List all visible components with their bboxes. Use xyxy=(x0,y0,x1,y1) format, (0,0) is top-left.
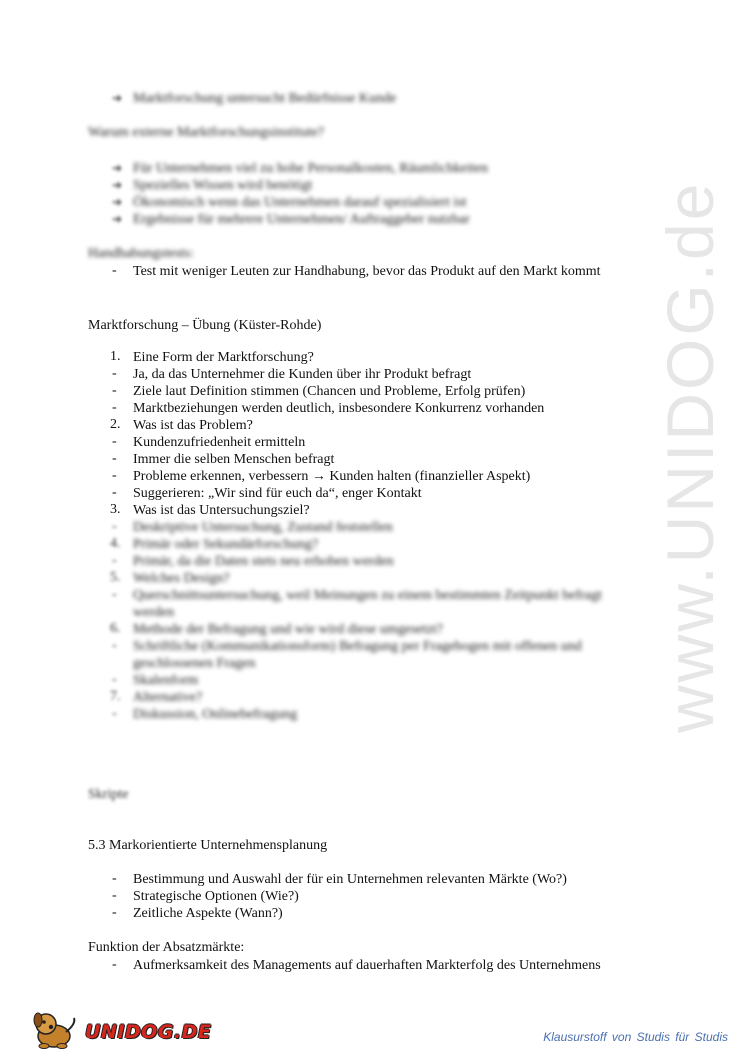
list-item-blurred: werden xyxy=(133,605,175,620)
dash-marker: - xyxy=(112,485,117,500)
list-item-blurred: Deskriptive Untersuchung, Zustand feststellen xyxy=(133,520,393,535)
list-item: Immer die selben Menschen befragt xyxy=(133,452,335,467)
list-item: Ja, da das Unternehmer die Kunden über ihr Produkt befragt xyxy=(133,367,472,382)
list-item: Ziele laut Definition stimmen (Chancen und Probleme, Erfolg prüfen) xyxy=(133,384,526,399)
dash-marker: - xyxy=(112,519,117,534)
number-marker: 7. xyxy=(110,689,121,704)
list-item-blurred: Querschnittsuntersuchung, weil Meinungen zu einem bestimmten Zeitpunkt befragt xyxy=(133,588,602,603)
list-item-blurred: Primär oder Sekundärforschung? xyxy=(133,537,319,552)
list-item-blurred: geschlossenen Fragen xyxy=(133,656,256,671)
skripte-heading: Skripte xyxy=(88,787,129,802)
dash-marker: - xyxy=(112,468,117,483)
list-item: Test mit weniger Leuten zur Handhabung, bevor das Produkt auf den Markt kommt xyxy=(133,264,601,279)
arrow-bullet-icon: ➔ xyxy=(112,91,123,105)
watermark: www.UNIDOG.de xyxy=(653,180,727,733)
unidog-logo[interactable] xyxy=(30,1010,212,1050)
number-marker: 3. xyxy=(110,502,121,517)
list-item: Strategische Optionen (Wie?) xyxy=(133,889,299,904)
number-marker: 2. xyxy=(110,417,121,432)
list-item: Bestimmung und Auswahl der für ein Unternehmen relevanten Märkte (Wo?) xyxy=(133,872,567,887)
footer-slogan: Klausurstoff von Studis für Studis xyxy=(543,1030,728,1044)
list-item-blurred: Methode der Befragung und wie wird diese umgesetzt? xyxy=(133,622,443,637)
number-marker: 5. xyxy=(110,570,121,585)
list-item: Eine Form der Marktforschung? xyxy=(133,350,314,365)
number-marker: 4. xyxy=(110,536,121,551)
arrow-bullet-icon: ➔ xyxy=(112,161,123,175)
bullet-text: Für Unternehmen viel zu hohe Personalkosten, Räumlichkeiten xyxy=(133,161,488,176)
arrow-bullet-icon: ➔ xyxy=(112,178,123,192)
list-item: Was ist das Problem? xyxy=(133,418,253,433)
section-heading: Handhabungstests: xyxy=(88,246,194,261)
bullet-text: Ökonomisch wenn das Unternehmen darauf spezialisiert ist xyxy=(133,195,467,210)
dash-marker: - xyxy=(112,383,117,398)
bullet-text: Marktforschung untersucht Bedürfnisse Kunde xyxy=(133,91,397,106)
list-item: Marktbeziehungen werden deutlich, insbesondere Konkurrenz vorhanden xyxy=(133,401,545,416)
arrow-bullet-icon: ➔ xyxy=(112,195,123,209)
list-item-blurred: Schriftliche (Kommunikationsform) Befragung per Fragebogen mit offenen und xyxy=(133,639,582,654)
dash-marker: - xyxy=(112,871,117,886)
arrow-bullet-icon: ➔ xyxy=(112,212,123,226)
list-item: Aufmerksamkeit des Managements auf dauerhaften Markterfolg des Unternehmens xyxy=(133,958,601,973)
dash-marker: - xyxy=(112,638,117,653)
section-heading: Warum externe Marktforschungsinstitute? xyxy=(88,125,325,140)
dash-marker: - xyxy=(112,434,117,449)
list-item-blurred: Diskussion, Onlinebefragung xyxy=(133,707,298,722)
dash-marker: - xyxy=(112,706,117,721)
dash-marker: - xyxy=(112,400,117,415)
dash-marker: - xyxy=(112,888,117,903)
list-item-blurred: Primär, da die Daten stets neu erhoben werden xyxy=(133,554,394,569)
number-marker: 1. xyxy=(110,349,121,364)
list-item: Was ist das Untersuchungsziel? xyxy=(133,503,310,518)
dash-marker: - xyxy=(112,366,117,381)
dog-mascot-icon xyxy=(30,1010,82,1050)
list-item: Probleme erkennen, verbessern → Kunden halten (finanzieller Aspekt) xyxy=(133,469,531,484)
dash-marker: - xyxy=(112,957,117,972)
list-item: Kundenzufriedenheit ermitteln xyxy=(133,435,306,450)
dash-marker: - xyxy=(112,672,117,687)
list-item-blurred: Alternative? xyxy=(133,690,203,705)
list-item-blurred: Welches Design? xyxy=(133,571,230,586)
number-marker: 6. xyxy=(110,621,121,636)
section-title: 5.3 Markorientierte Unternehmensplanung xyxy=(88,838,328,853)
list-item-blurred: Skalenform xyxy=(133,673,199,688)
list-item: Zeitliche Aspekte (Wann?) xyxy=(133,906,283,921)
dash-marker: - xyxy=(112,553,117,568)
dash-marker: - xyxy=(112,587,117,602)
section-title: Funktion der Absatzmärkte: xyxy=(88,940,245,955)
bullet-text: Spezielles Wissen wird benötigt xyxy=(133,178,313,193)
bullet-text: Ergebnisse für mehrere Unternehmen/ Auftraggeber nutzbar xyxy=(133,212,470,227)
dash-marker: - xyxy=(112,905,117,920)
dash-marker: - xyxy=(112,263,117,278)
list-item: Suggerieren: „Wir sind für euch da“, enger Kontakt xyxy=(133,486,422,501)
logo-text: UNIDOG.DE xyxy=(85,1021,212,1043)
section-title: Marktforschung – Übung (Küster-Rohde) xyxy=(88,318,322,333)
dash-marker: - xyxy=(112,451,117,466)
